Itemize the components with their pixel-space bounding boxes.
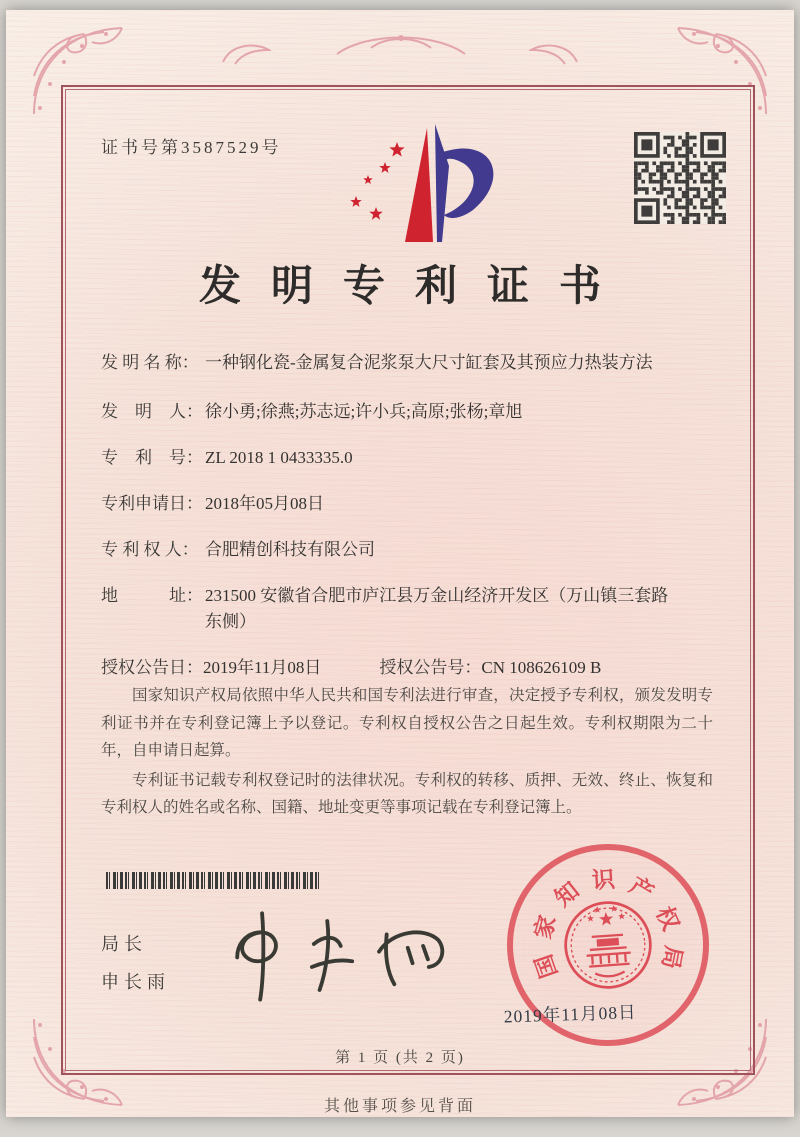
page-number: 第 1 页 (共 2 页) — [335, 1050, 465, 1066]
certificate-number: 证书号第3587529号 — [101, 138, 282, 157]
field-grant-date — [101, 655, 321, 681]
qr-code — [634, 132, 726, 224]
field-value: ZL 2018 1 0433335.0 — [205, 448, 353, 467]
field-value: 2018年05月08日 — [205, 494, 324, 513]
signer-title: 局长 — [101, 934, 147, 954]
field-grant-row — [101, 655, 721, 681]
fields-section — [101, 350, 721, 701]
field-label: 专 利 权 人： — [101, 540, 199, 559]
field-value: CN 108626109 B — [481, 658, 602, 677]
field-value: 2019年11月08日 — [203, 658, 322, 677]
field-value: 231500 安徽省合肥市庐江县万金山经济开发区（万山镇三套路东侧） — [205, 586, 669, 631]
field-patentee — [101, 537, 721, 563]
seal-date: 2019年11月08日 — [503, 1001, 637, 1027]
field-label: 授权公告日： — [101, 658, 203, 677]
field-grant-number — [379, 655, 601, 681]
seal-char: 识 — [591, 866, 616, 894]
legal-text — [101, 682, 713, 824]
field-label: 发 明 名 称： — [101, 353, 199, 372]
field-address — [101, 583, 721, 635]
footer-note: 其他事项参见背面 — [323, 1098, 476, 1115]
edge-ornament-icon — [529, 40, 579, 66]
signature-icon — [218, 903, 448, 1008]
emblem-stars-icon — [586, 904, 626, 926]
logo-stars-icon — [350, 142, 404, 220]
field-label: 专利申请日： — [101, 494, 203, 513]
field-label: 地 址： — [101, 586, 203, 605]
cnipa-logo-icon — [341, 120, 516, 248]
field-filing-date — [101, 491, 721, 517]
field-label: 发 明 人： — [101, 402, 203, 421]
seal-char: 知 — [550, 877, 584, 912]
field-label: 授权公告号： — [379, 658, 482, 677]
field-value: 一种钢化瓷-金属复合泥浆泵大尺寸缸套及其预应力热装方法 — [205, 353, 653, 372]
field-label: 专 利 号： — [101, 448, 203, 467]
national-emblem-icon — [559, 896, 657, 994]
certificate-title: 发明专利证书 — [198, 264, 631, 310]
top-center-ornament-icon — [331, 26, 471, 60]
field-patent-number — [101, 445, 721, 471]
seal-char: 权 — [651, 902, 684, 935]
seal-char: 家 — [530, 912, 561, 942]
certificate-paper — [6, 10, 794, 1117]
signatory-block — [101, 930, 170, 1006]
field-invention-name — [101, 350, 721, 376]
seal-char: 国 — [530, 951, 563, 982]
body-paragraph-2: 专利证书记载专利权登记时的法律状况。专利权的转移、质押、无效、终止、恢复和专利权人的姓名或名称、国籍、地址变更等事项记载在专利登记簿上。 — [101, 771, 713, 817]
seal-char: 产 — [625, 872, 658, 906]
field-value: 合肥精创科技有限公司 — [205, 540, 375, 559]
body-paragraph-1: 国家知识产权局依照中华人民共和国专利法进行审查，决定授予专利权，颁发发明专利证书并在专利登记簿上予以登记。专利权自授权公告之日起生效。专利权期限为二十年，自申请日起算。 — [101, 687, 713, 760]
signer-name: 申长雨 — [101, 972, 170, 992]
edge-ornament-icon — [221, 40, 271, 66]
seal-char: 局 — [657, 943, 687, 972]
field-value: 徐小勇;徐燕;苏志远;许小兵;高原;张杨;章旭 — [205, 402, 523, 421]
field-inventors — [101, 399, 721, 425]
barcode — [106, 872, 322, 889]
